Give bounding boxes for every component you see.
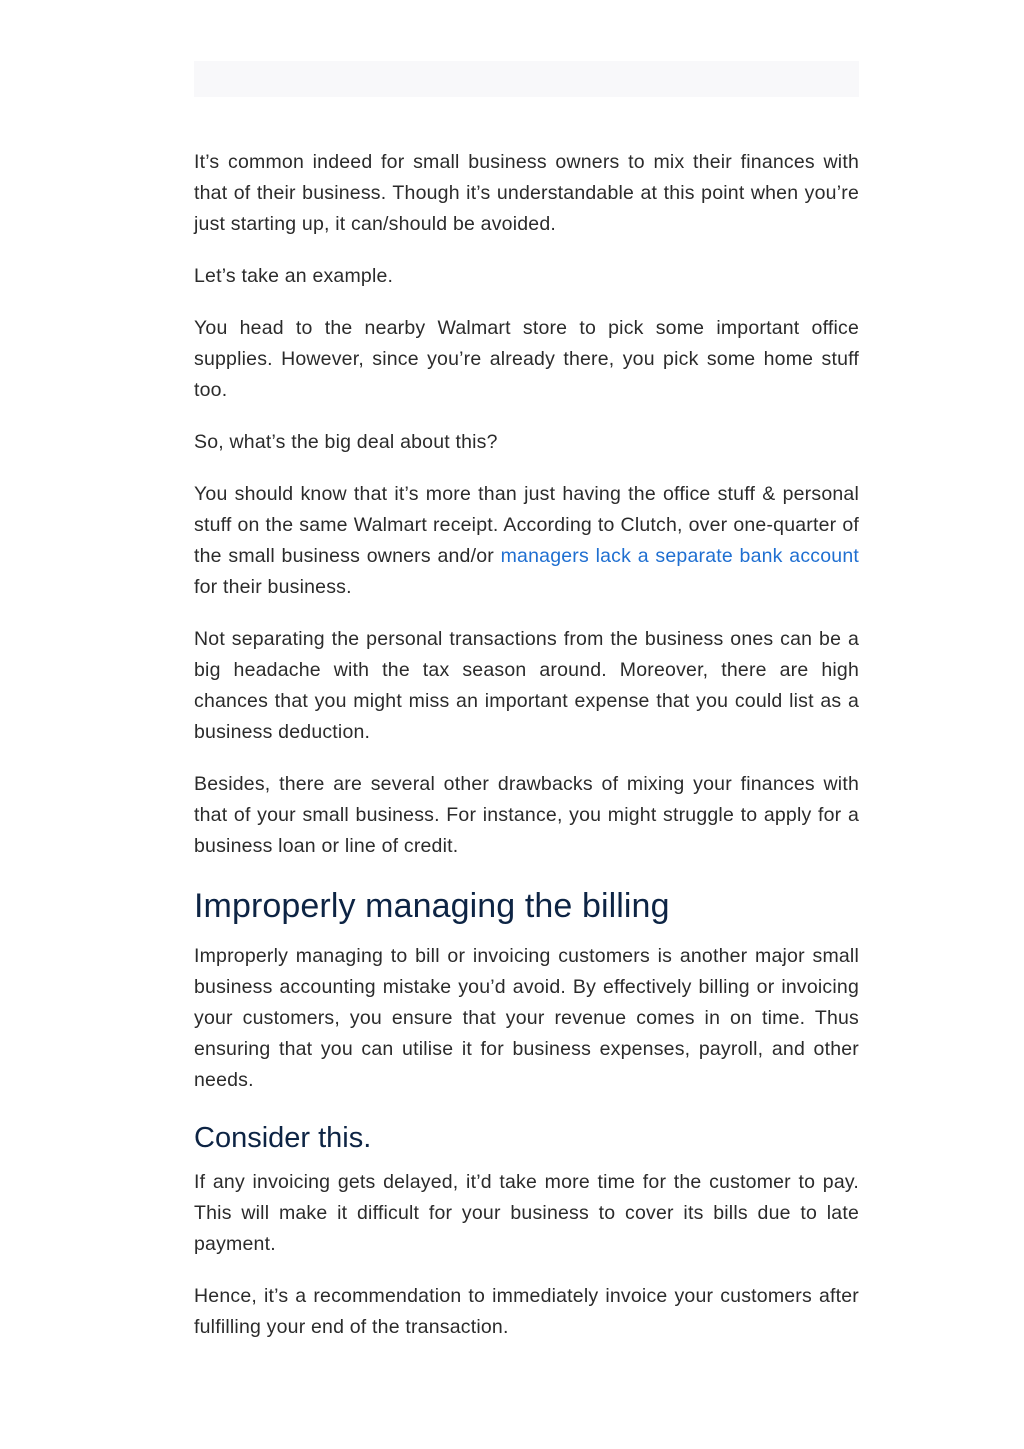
- paragraph: So, what’s the big deal about this?: [194, 431, 498, 453]
- paragraph: Besides, there are several other drawbacks of mixing your finances with that of your small business. For instance, you might struggle to apply for a business loan or line of credit.: [194, 773, 859, 857]
- article-body: [194, 147, 859, 1364]
- paragraph: If any invoicing gets delayed, it’d take more time for the customer to pay. This will make it difficult for your business to cover its bills due to late payment.: [194, 1171, 859, 1255]
- paragraph: You head to the nearby Walmart store to pick some important office supplies. However, since you’re already there, you pick some home stuff too.: [194, 317, 859, 401]
- subsection-heading: Consider this.: [194, 1122, 372, 1154]
- paragraph-text: You should know that it’s more than just having the office stuff & personal stuff on the same Walmart receipt. According to Clutch, over one-quarter of the small business owners and/or: [194, 483, 859, 567]
- paragraph: Let’s take an example.: [194, 265, 394, 287]
- paragraph: Improperly managing to bill or invoicing customers is another major small business accounting mistake you’d avoid. By effectively billing or invoicing your customers, you ensure that your revenue comes in on time. Thus ensuring that you can utilise it for business expenses, payroll, and other needs.: [194, 945, 859, 1091]
- section-heading: Improperly managing the billing: [194, 887, 670, 925]
- top-bar: [194, 61, 859, 97]
- paragraph: Not separating the personal transactions from the business ones can be a big headache with the tax season around. Moreover, there are high chances that you might miss an important expense that you could list as a business deduction.: [194, 628, 859, 743]
- paragraph: Hence, it’s a recommendation to immediately invoice your customers after fulfilling your end of the transaction.: [194, 1285, 859, 1338]
- paragraph-text: for their business.: [194, 576, 352, 598]
- bank-account-link[interactable]: managers lack a separate bank account: [500, 545, 859, 567]
- paragraph: It’s common indeed for small business owners to mix their finances with that of their business. Though it’s understandable at this point when you’re just starting up, it can/should be avoided.: [194, 151, 859, 235]
- paragraph-with-link: [194, 479, 859, 603]
